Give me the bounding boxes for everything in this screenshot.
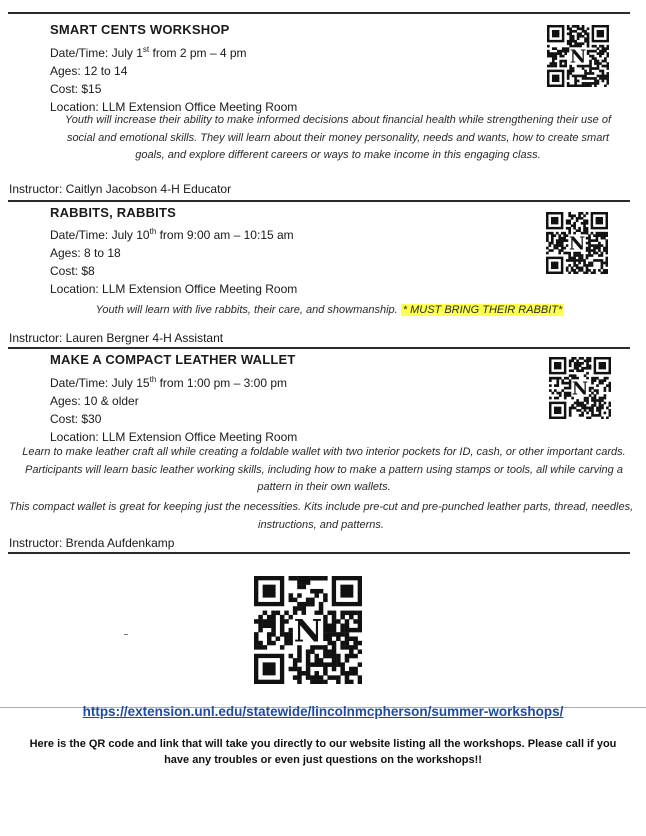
workshop-title-leather-wallet: MAKE A COMPACT LEATHER WALLET [50, 352, 296, 367]
workshop-location: Location: LLM Extension Office Meeting Room [50, 100, 298, 114]
svg-text:N: N [571, 378, 589, 400]
qr-code-icon[interactable] [549, 357, 611, 419]
workshop-description-rabbits [30, 302, 630, 320]
top-divider [8, 12, 630, 14]
workshop-details-smart-cents [50, 41, 297, 116]
svg-text:N: N [569, 46, 587, 68]
workshop-title-smart-cents: SMART CENTS WORKSHOP [50, 22, 230, 37]
qr-code-icon[interactable] [546, 212, 608, 274]
workshop-cost: Cost: $8 [50, 264, 95, 278]
workshop-date: Date/Time: July 15th from 1:00 pm – 3:00 pm [50, 375, 287, 390]
workshop-instructor-rabbits: Instructor: Lauren Bergner 4-H Assistant [9, 331, 224, 345]
svg-text:N: N [568, 233, 586, 255]
section-divider [8, 200, 630, 202]
qr-code-icon[interactable] [547, 25, 609, 87]
workshop-location: Location: LLM Extension Office Meeting Room [50, 430, 298, 444]
workshop-ages: Ages: 10 & older [50, 394, 139, 408]
stray-mark [124, 634, 128, 635]
workshop-ages: Ages: 12 to 14 [50, 64, 128, 78]
workshop-date: Date/Time: July 1st from 2 pm – 4 pm [50, 45, 247, 60]
qr-code-icon[interactable] [254, 576, 362, 684]
workshop-location: Location: LLM Extension Office Meeting Room [50, 282, 298, 296]
workshop-cost: Cost: $30 [50, 412, 102, 426]
must-bring-rabbit-highlight: * MUST BRING THEIR RABBIT* [402, 304, 563, 316]
workshop-details-leather-wallet [50, 371, 297, 446]
workshop-description-leather-wallet: Learn to make leather craft all while creating a foldable wallet with two interior pockets for ID, cash, or other important cards. Participants will learn basic leather working skills, including how to make a pattern using stamps or tools, all while carving a pattern in their own wallets. [22, 446, 626, 493]
workshop-cost: Cost: $15 [50, 82, 102, 96]
footer-note: Here is the QR code and link that will take you directly to our website listing all the workshops. Please call if you have any troubles or even just questions on the workshops!! [29, 738, 617, 766]
workshop-instructor-leather-wallet: Instructor: Brenda Aufdenkamp [9, 536, 175, 550]
section-divider [8, 552, 630, 554]
workshop-description-leather-wallet-2: This compact wallet is great for keeping just the necessities. Kits include pre-cut and pre-punched leather parts, thread, needles, instructions, and patterns. [8, 501, 634, 531]
section-divider [8, 347, 630, 349]
workshop-title-rabbits: RABBITS, RABBITS [50, 205, 176, 220]
workshop-details-rabbits [50, 223, 297, 298]
workshop-description-smart-cents: Youth will increase their ability to make informed decisions about financial health while strengthening their use of social and emotional skills. They will learn about their money personality, needs and wants, how to create smart goals, and explore different careers or ways to make income in this engaging class. [64, 114, 612, 161]
workshop-instructor-smart-cents: Instructor: Caitlyn Jacobson 4-H Educator [9, 182, 232, 196]
workshop-date: Date/Time: July 10th from 9:00 am – 10:15 am [50, 227, 294, 242]
workshop-ages: Ages: 8 to 18 [50, 246, 121, 260]
rabbits-description-text: Youth will learn with live rabbits, their care, and showmanship. [95, 304, 398, 316]
svg-text:N: N [293, 613, 323, 650]
workshops-website-link[interactable]: https://extension.unl.edu/statewide/lincolnmcpherson/summer-workshops/ [82, 704, 564, 719]
